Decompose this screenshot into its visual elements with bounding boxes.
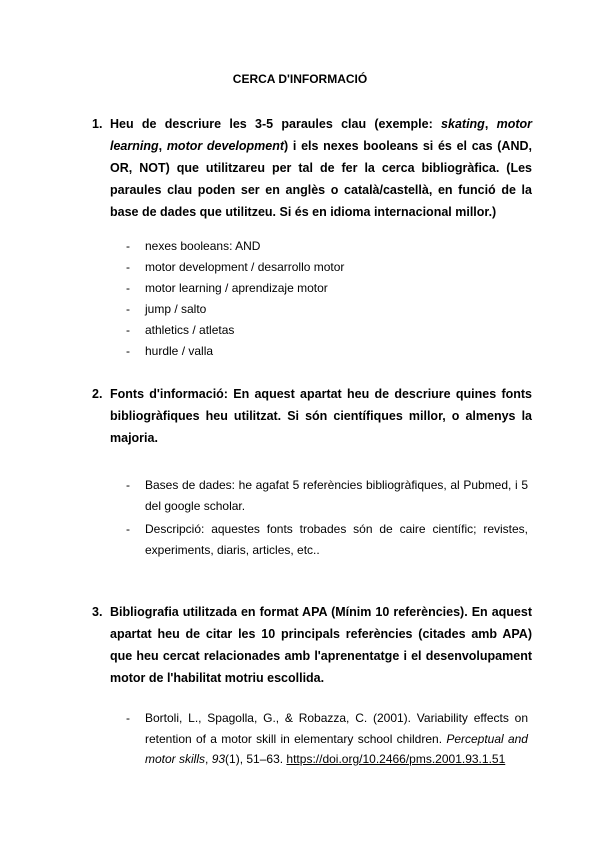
reference-authors: Bortoli, L., Spagolla, G., & Robazza, C. (2001). Variability effects on retention of a motor skill in elementary school children. [145, 711, 528, 746]
keywords-list [126, 236, 528, 362]
references-list [126, 708, 528, 773]
reference-item: - Bortoli, L., Spagolla, G., & Robazza, C. (2001). Variability effects on retention of a motor skill in elementary school children. Perceptual and motor skills, 93(1), 51–63. https://doi.org/10.2466/pms.2001.93.1.51 [126, 711, 528, 766]
question-2 [92, 383, 532, 449]
list-item: - jump / salto [126, 302, 207, 316]
list-item: - hurdle / valla [126, 344, 214, 358]
list-item: - nexes booleans: AND [126, 239, 261, 253]
question-1-number: 1. [92, 117, 103, 131]
list-item: - athletics / atletas [126, 323, 235, 337]
question-1-text: Heu de descriure les 3-5 paraules clau (exemple: skating, motor learning, motor development) i els nexes booleans si és el cas (AND, OR, NOT) que utilitzareu per tal de fer la cerca bibliogràfica. (Les paraules clau poden ser en anglès o català/castellà, en funció de la base de dades que utilitzeu. Si és en idioma internacional millor.) [110, 117, 532, 219]
page-title: CERCA D'INFORMACIÓ [232, 72, 368, 86]
question-1 [92, 113, 532, 223]
sources-list [126, 475, 528, 563]
question-3 [92, 601, 532, 689]
doi-link[interactable]: https://doi.org/10.2466/pms.2001.93.1.51 [286, 752, 506, 766]
list-item: - Descripció: aquestes fonts trobades són de caire científic; revistes, experiments, diaris, articles, etc.. [126, 522, 528, 557]
list-item: - motor learning / aprendizaje motor [126, 281, 328, 295]
question-2-text: Fonts d'informació: En aquest apartat heu de descriure quines fonts bibliogràfiques heu utilitzat. Si són científiques millor, o almenys la majoria. [110, 387, 532, 445]
list-item: - motor development / desarrollo motor [126, 260, 345, 274]
list-item: - Bases de dades: he agafat 5 referències bibliogràfiques, al Pubmed, i 5 del google scholar. [126, 478, 528, 513]
question-2-number: 2. [92, 387, 103, 401]
question-3-text: Bibliografia utilitzada en format APA (Mínim 10 referències). En aquest apartat heu de citar les 10 principals referències (citades amb APA) que heu cercat relacionades amb l'aprenentatge i el desenvolupament motor de l'habilitat motriu escollida. [110, 605, 532, 685]
reference-volume: 93 [211, 752, 226, 766]
question-3-number: 3. [92, 605, 103, 619]
reference-journal: Perceptual and motor skills [145, 731, 528, 766]
